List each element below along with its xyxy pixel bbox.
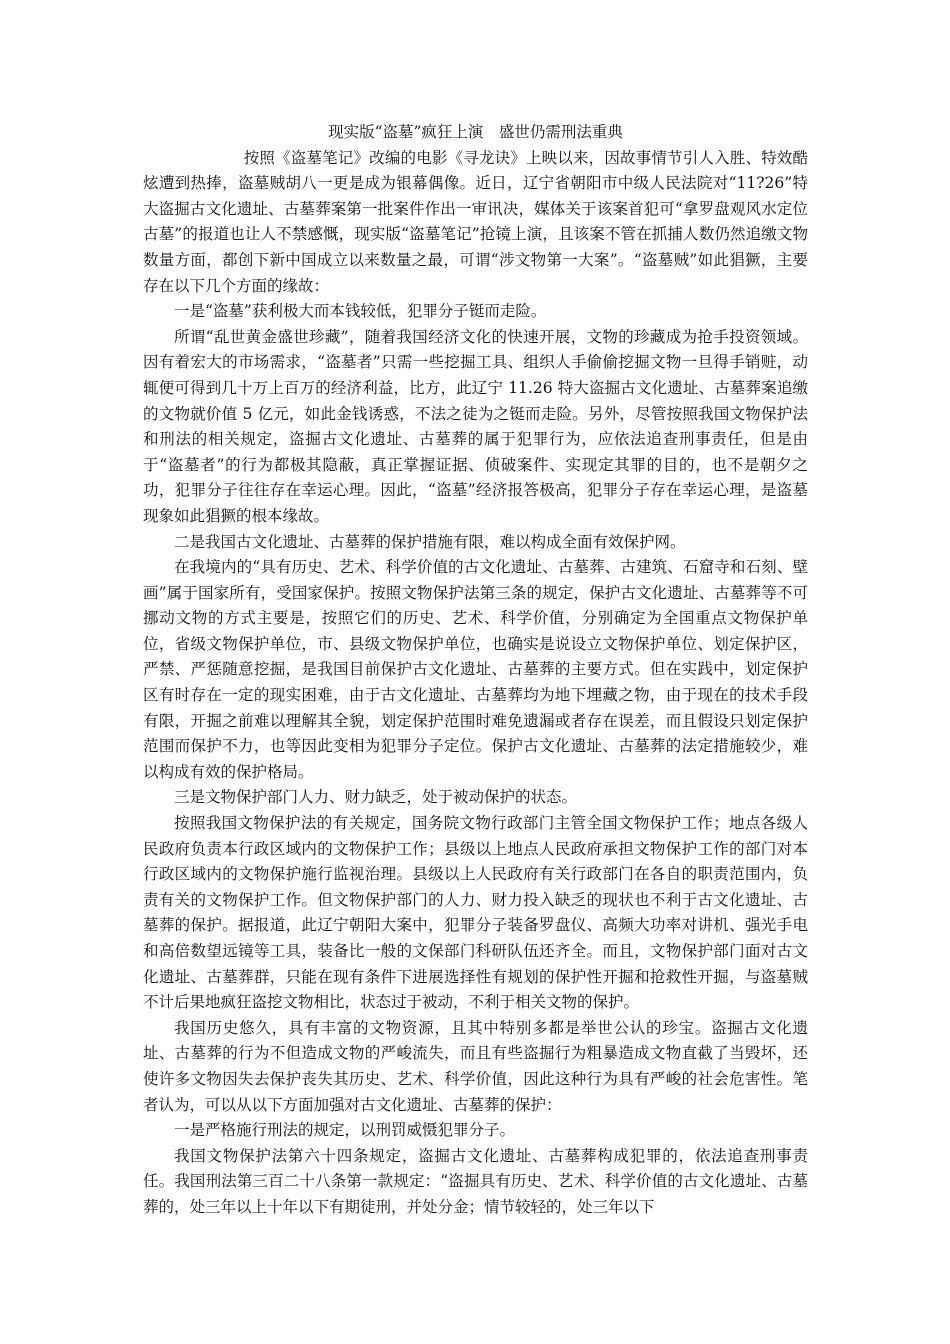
paragraph-point-2: 在我境内的“具有历史、艺术、科学价值的古文化遗址、古墓葬、古建筑、石窟寺和石刻、壁画”属于国家所有，受国家保护。按照文物保护法第三条的规定，保护古文化遗址、古墓葬等不可挪动文物的方式主要是，按照它们的历史、艺术、科学价值，分别确定为全国重点文物保护单位，省级文物保护单位，市、县级文物保护单位，也确实是说设立文物保护单位、划定保护区，严禁、严惩随意挖掘，是我国目前保护古文化遗址、古墓葬的主要方式。但在实践中，划定保护区有时存在一定的现实困难，由于古文化遗址、古墓葬均为地下埋藏之物，由于现在的技术手段有限，开掘之前难以理解其全貌，划定保护范围时难免遗漏或者存在误差，而且假设只划定保护范围而保护不力，也等因此变相为犯罪分子定位。保护古文化遗址、古墓葬的法定措施较少，难以构成有效的保护格局。 bbox=[143, 558, 808, 781]
document-title: 现实版“盗墓”疯狂上演 盛世仍需刑法重典 bbox=[328, 123, 623, 141]
paragraph-measure-1: 我国文物保护法第六十四条规定，盗掘古文化遗址、古墓葬构成犯罪的，依法追查刑事责任。我国刑法第三百二十八条第一款规定：“盗掘具有历史、艺术、科学价值的古文化遗址、古墓葬的，处三年以上十年以下有期徒刑，并处分金；情节较轻的，处三年以下 bbox=[143, 1146, 808, 1216]
heading-point-2: 二是我国古文化遗址、古墓葬的保护措施有限，难以构成全面有效保护网。 bbox=[174, 532, 686, 551]
paragraph-point-1: 所谓“乱世黄金盛世珍藏”，随着我国经济文化的快速开展，文物的珍藏成为抢手投资领域。因有着宏大的市场需求，“盗墓者”只需一些挖掘工具、组织人手偷偷挖掘文物一旦得手销赃，动辄便可得到几十万上百万的经济利益，比方，此辽宁 11.26 特大盗掘古文化遗址、古墓葬案追缴的文物就价值 5 亿元，如此金钱诱惑，不法之徒为之铤而走险。另外，尽管按照我国文物保护法和刑法的相关规定，盗掘古文化遗址、古墓葬的属于犯罪行为，应依法追查刑事责任，但是由于“盗墓者”的行为都极其隐蔽，真正掌握证据、侦破案件、实现定其罪的目的，也不是朝夕之功，犯罪分子往往存在幸运心理。因此，“盗墓”经济报答极高，犯罪分子存在幸运心理，是盗墓现象如此猖獗的根本缘故。 bbox=[143, 327, 808, 525]
heading-point-1: 一是“盗墓”获利极大而本钱较低，犯罪分子铤而走险。 bbox=[174, 302, 547, 321]
paragraph-intro: 按照《盗墓笔记》改编的电影《寻龙诀》上映以来，因故事情节引人入胜、特效酷炫遭到热捧，盗墓贼胡八一更是成为银幕偶像。近日，辽宁省朝阳市中级人民法院对“11?26”特大盗掘古文化遗址、古墓葬案第一批案件作出一审讯决，媒体关于该案首犯可“拿罗盘观风水定位古墓”的报道也让人不禁感慨，现实版“盗墓笔记”抢镜上演，且该案不管在抓捕人数仍然追缴文物数量方面，都创下新中国成立以来数量之最，可谓“涉文物第一大案”。“盗墓贼”如此猖獗，主要存在以下几个方面的缘故： bbox=[143, 148, 808, 295]
document-body bbox=[143, 120, 808, 1221]
paragraph-conclusion: 我国历史悠久，具有丰富的文物资源，且其中特别多都是举世公认的珍宝。盗掘古文化遗址、古墓葬的行为不但造成文物的严峻流失，而且有些盗掘行为粗暴造成文物直截了当毁坏，还使许多文物因失去保护丧失其历史、艺术、科学价值，因此这种行为具有严峻的社会危害性。笔者认为，可以从以下方面加强对古文化遗址、古墓葬的保护： bbox=[143, 1018, 808, 1114]
heading-point-3: 三是文物保护部门人力、财力缺乏，处于被动保护的状态。 bbox=[174, 788, 578, 807]
heading-measure-1: 一是严格施行刑法的规定，以刑罚威慑犯罪分子。 bbox=[174, 1121, 516, 1140]
paragraph-point-3: 按照我国文物保护法的有关规定，国务院文物行政部门主管全国文物保护工作；地点各级人民政府负责本行政区域内的文物保护工作；县级以上地点人民政府承担文物保护工作的部门对本行政区域内的文物保护施行监视治理。县级以上人民政府有关行政部门在各自的职责范围内，负责有关的文物保护工作。但文物保护部门的人力、财力投入缺乏的现状也不利于古文化遗址、古墓葬的保护。据报道，此辽宁朝阳大案中，犯罪分子装备罗盘仪、高频大功率对讲机、强光手电和高倍数望远镜等工具，装备比一般的文保部门科研队伍还齐全。而且，文物保护部门面对古文化遗址、古墓葬群，只能在现有条件下进展选择性有规划的保护性开掘和抢救性开掘，与盗墓贼不计后果地疯狂盗挖文物相比，状态过于被动，不利于相关文物的保护。 bbox=[143, 814, 808, 1012]
